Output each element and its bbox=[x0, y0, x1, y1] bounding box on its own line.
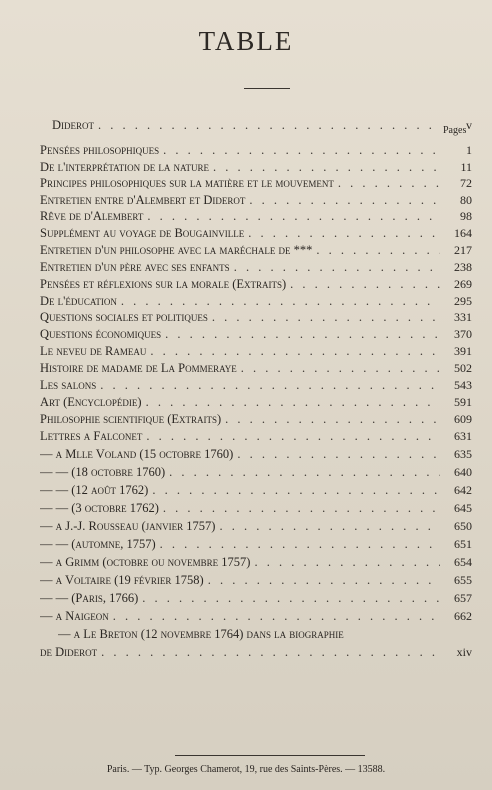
toc-entry bbox=[52, 118, 472, 135]
dot-leader bbox=[113, 609, 440, 624]
toc-page-number: 650 bbox=[454, 519, 472, 533]
toc-entry bbox=[40, 591, 472, 608]
toc-page-number: 98 bbox=[460, 209, 472, 223]
toc-page-number: 662 bbox=[454, 609, 472, 623]
toc-entry-title: Pensées philosophiques bbox=[40, 143, 160, 157]
dot-leader bbox=[147, 209, 440, 224]
toc-entry bbox=[40, 327, 472, 344]
toc-entry-title: Entretien d'un père avec ses enfants bbox=[40, 260, 230, 274]
dot-leader bbox=[234, 260, 440, 275]
toc-entry-title: Supplément au voyage de Bougainville bbox=[40, 226, 245, 240]
dot-leader bbox=[213, 160, 440, 175]
toc-entry-title: Pensées et réflexions sur la morale (Extraits) bbox=[40, 277, 287, 291]
toc-page-number: 640 bbox=[454, 465, 472, 479]
toc-entry bbox=[40, 243, 472, 260]
toc-entry-title: Questions économiques bbox=[40, 327, 162, 341]
toc-entry bbox=[40, 573, 472, 590]
toc-page-number: 642 bbox=[454, 483, 472, 497]
toc-entry bbox=[40, 555, 472, 572]
toc-entry bbox=[58, 627, 472, 644]
toc-page-number: 80 bbox=[460, 193, 472, 207]
pages-column-label: Pages bbox=[443, 125, 467, 136]
dot-leader bbox=[163, 143, 440, 158]
toc-entry bbox=[40, 537, 472, 554]
toc-entry-title: Histoire de madame de La Pommeraye bbox=[40, 361, 237, 375]
dot-leader bbox=[150, 344, 440, 359]
toc-page-number: 631 bbox=[454, 429, 472, 443]
toc-page-number: 651 bbox=[454, 537, 472, 551]
toc-entry bbox=[40, 277, 472, 294]
toc-page-number: 591 bbox=[454, 395, 472, 409]
toc-entry-title: — — (18 octobre 1760) bbox=[40, 465, 166, 479]
toc-entry bbox=[40, 412, 472, 429]
toc-entry bbox=[40, 645, 472, 662]
toc-entry-title: — a Le Breton (12 novembre 1764) dans la biographie bbox=[58, 627, 344, 641]
toc-page-number: v bbox=[466, 118, 472, 132]
dot-leader bbox=[316, 243, 440, 258]
toc-page-number: 331 bbox=[454, 310, 472, 324]
toc-entry-title: Questions sociales et politiques bbox=[40, 310, 208, 324]
toc-entry bbox=[40, 378, 472, 395]
toc-entry-title: — — (12 août 1762) bbox=[40, 483, 149, 497]
toc-page-number: 543 bbox=[454, 378, 472, 392]
dot-leader bbox=[219, 519, 440, 534]
toc-page-number: 391 bbox=[454, 344, 472, 358]
dot-leader bbox=[338, 176, 440, 191]
toc-page-number: 295 bbox=[454, 294, 472, 308]
dot-leader bbox=[249, 193, 440, 208]
toc-entry bbox=[40, 519, 472, 536]
toc-entry-title: Philosophie scientifique (Extraits) bbox=[40, 412, 222, 426]
toc-page-number: 217 bbox=[454, 243, 472, 257]
footer-divider bbox=[175, 755, 365, 756]
toc-entry bbox=[40, 226, 472, 243]
toc-entry bbox=[40, 447, 472, 464]
toc-entry bbox=[40, 483, 472, 500]
toc-entry bbox=[40, 429, 472, 446]
toc-page-number: 655 bbox=[454, 573, 472, 587]
toc-entry bbox=[40, 143, 472, 160]
toc-entry-title: — a J.-J. Rousseau (janvier 1757) bbox=[40, 519, 216, 533]
toc-entry-title: Entretien entre d'Alembert et Diderot bbox=[40, 193, 246, 207]
toc-page-number: 72 bbox=[460, 176, 472, 190]
toc-page-number: 1 bbox=[466, 143, 472, 157]
toc-page-number: 635 bbox=[454, 447, 472, 461]
toc-entry bbox=[40, 344, 472, 361]
toc-entry bbox=[40, 501, 472, 518]
dot-leader bbox=[241, 361, 440, 376]
dot-leader bbox=[290, 277, 440, 292]
toc-entry-title: De l'interprétation de la nature bbox=[40, 160, 210, 174]
dot-leader bbox=[212, 310, 440, 325]
toc-entry-title: — a Mlle Voland (15 octobre 1760) bbox=[40, 447, 234, 461]
toc-page-number: 11 bbox=[460, 160, 472, 174]
dot-leader bbox=[225, 412, 440, 427]
toc-entry bbox=[40, 310, 472, 327]
dot-leader bbox=[101, 645, 440, 660]
toc-page-number: 164 bbox=[454, 226, 472, 240]
toc-page-number: 370 bbox=[454, 327, 472, 341]
dot-leader bbox=[165, 327, 440, 342]
toc-entry-title: Lettres a Falconet bbox=[40, 429, 143, 443]
toc-page-number: xiv bbox=[456, 645, 472, 659]
dot-leader bbox=[169, 465, 440, 480]
toc-entry bbox=[40, 609, 472, 626]
toc-page-number: 502 bbox=[454, 361, 472, 375]
dot-leader bbox=[254, 555, 440, 570]
dot-leader bbox=[142, 591, 440, 606]
toc-page-number: 657 bbox=[454, 591, 472, 605]
printer-imprint: Paris. — Typ. Georges Chamerot, 19, rue des Saints-Pères. — 13588. bbox=[106, 764, 386, 775]
toc-entry-title: Les salons bbox=[40, 378, 97, 392]
toc-entry bbox=[40, 294, 472, 311]
dot-leader bbox=[160, 537, 440, 552]
toc-page-number: 645 bbox=[454, 501, 472, 515]
toc-entry-title: — a Naigeon bbox=[40, 609, 109, 623]
toc-entry-title: Rêve de d'Alembert bbox=[40, 209, 144, 223]
dot-leader bbox=[152, 483, 440, 498]
toc-entry-title: Diderot bbox=[52, 118, 95, 132]
toc-entry bbox=[40, 465, 472, 482]
toc-entry-title: Principes philosophiques sur la matière et le mouvement bbox=[40, 176, 334, 190]
toc-entry-title: Entretien d'un philosophe avec la maréchale de *** bbox=[40, 243, 313, 257]
title-underline bbox=[244, 88, 290, 89]
toc-entry-title: — — (Paris, 1766) bbox=[40, 591, 139, 605]
toc-entry-title: — — (automne, 1757) bbox=[40, 537, 156, 551]
dot-leader bbox=[98, 118, 440, 133]
toc-page-number: 654 bbox=[454, 555, 472, 569]
dot-leader bbox=[146, 395, 440, 410]
toc-entry bbox=[40, 209, 472, 226]
toc-entry bbox=[40, 176, 472, 193]
toc-entry-title: de Diderot bbox=[40, 645, 98, 659]
toc-entry-title: — a Grimm (octobre ou novembre 1757) bbox=[40, 555, 251, 569]
toc-entry-title: — — (3 octobre 1762) bbox=[40, 501, 159, 515]
dot-leader bbox=[163, 501, 440, 516]
dot-leader bbox=[248, 226, 440, 241]
dot-leader bbox=[208, 573, 440, 588]
toc-entry bbox=[40, 361, 472, 378]
toc-page-number: 238 bbox=[454, 260, 472, 274]
toc-entry bbox=[40, 260, 472, 277]
toc-page-number: 269 bbox=[454, 277, 472, 291]
toc-entry bbox=[40, 160, 472, 177]
page-title: TABLE bbox=[198, 26, 294, 56]
toc-entry-title: De l'éducation bbox=[40, 294, 117, 308]
toc-page-number: 609 bbox=[454, 412, 472, 426]
toc-entry-title: Art (Encyclopédie) bbox=[40, 395, 142, 409]
toc-entry-title: Le neveu de Rameau bbox=[40, 344, 147, 358]
toc-entry-title: — a Voltaire (19 février 1758) bbox=[40, 573, 204, 587]
dot-leader bbox=[146, 429, 440, 444]
dot-leader bbox=[237, 447, 440, 462]
toc-entry bbox=[40, 193, 472, 210]
dot-leader bbox=[100, 378, 440, 393]
dot-leader bbox=[121, 294, 440, 309]
toc-entry bbox=[40, 395, 472, 412]
